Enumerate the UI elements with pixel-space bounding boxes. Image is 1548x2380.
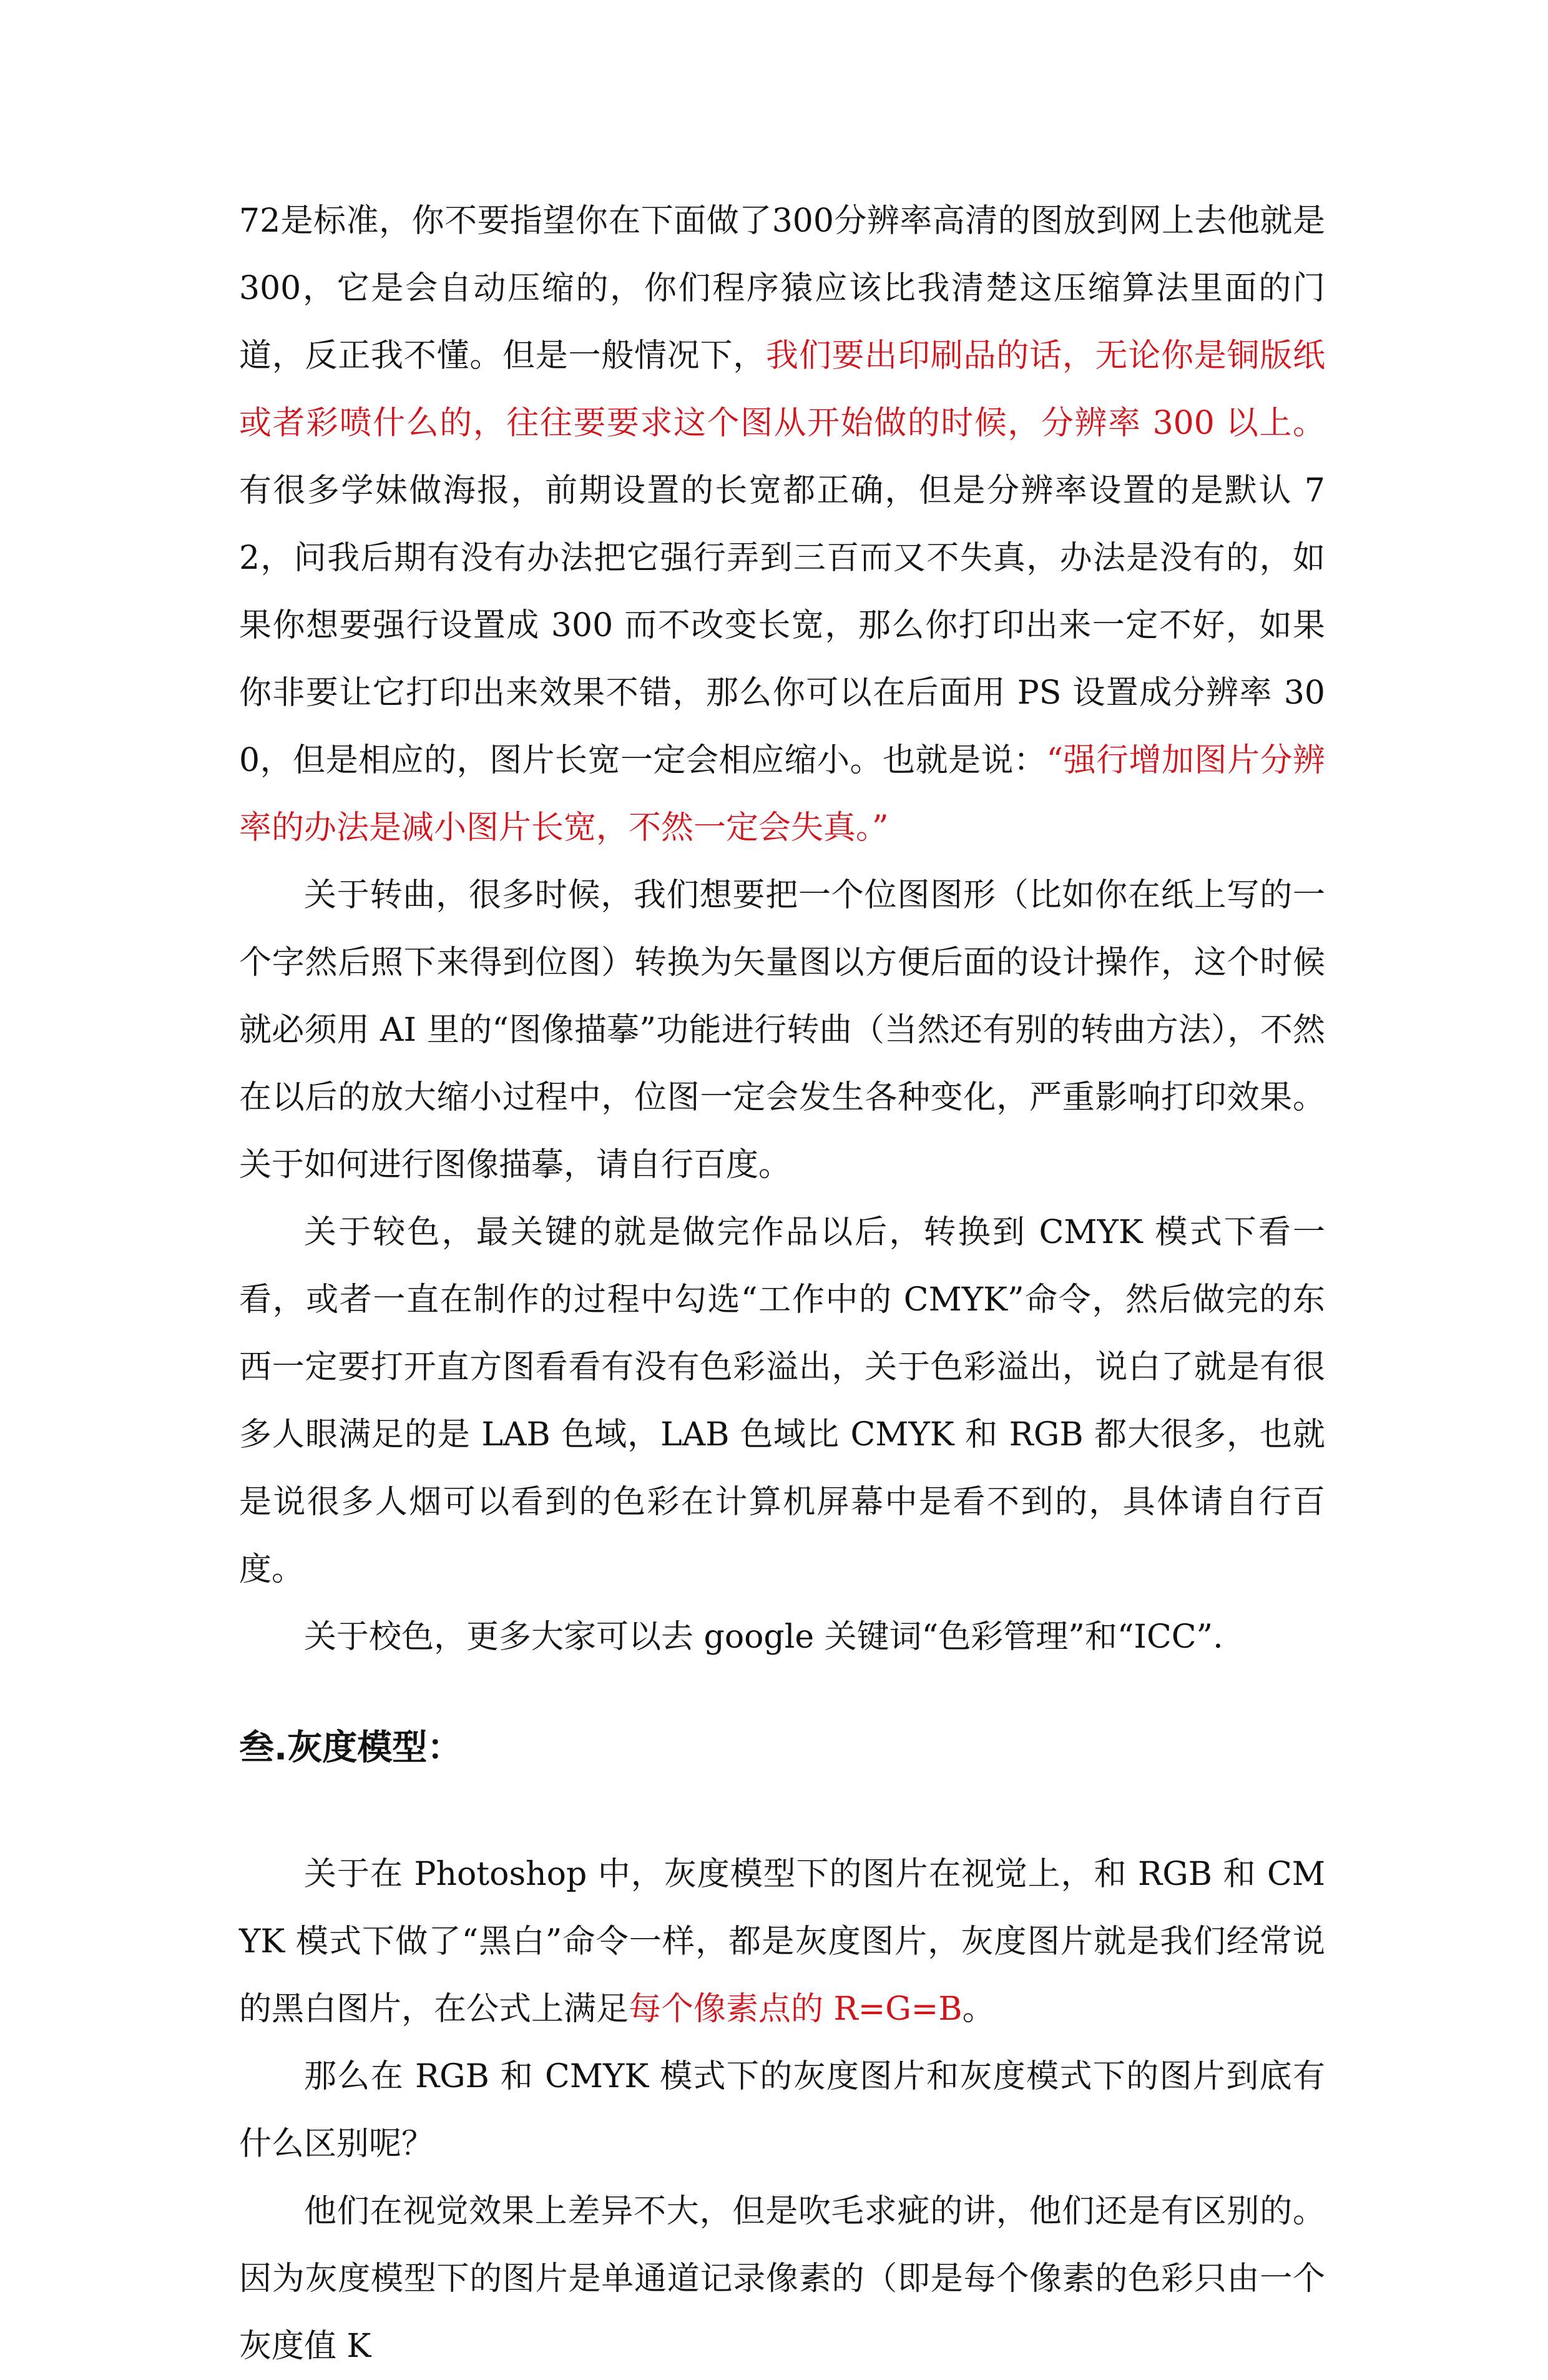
highlighted-text: 每个像素点的 R=G=B [629,1990,963,2028]
document-page [239,187,1325,2380]
paragraph-vectorize: 关于转曲，很多时候，我们想要把一个位图图形（比如你在纸上写的一个字然后照下来得到位图）转换为矢量图以方便后面的设计操作，这个时候就必须用 AI 里的“图像描摹”功能进行转曲（当然还有别的转曲方法），不然在以后的放大缩小过程中，位图一定会发生各种变化，严重影响打印效果。关于如何进行图像描摹，请自行百度。 [239,877,1325,1184]
text-run: 有很多学妹做海报，前期设置的长宽都正确，但是分辨率设置的是默认 72，问我后期有没有办法把它强行弄到三百而又不失真，办法是没有的，如果你想要强行设置成 300 而不改变长宽，那么你打印出来一定不好，如果你非要让它打印出来效果不错，那么你可以在后面用 PS 设置成分辨率 300，但是相应的，图片长宽一定会相应缩小。也就是说： [239,472,1325,779]
paragraph-color-check: 关于较色，最关键的就是做完作品以后，转换到 CMYK 模式下看一看，或者一直在制作的过程中勾选“工作中的 CMYK”命令，然后做完的东西一定要打开直方图看看有没有色彩溢出，关于色彩溢出，说白了就是有很多人眼满足的是 LAB 色域，LAB 色域比 CMYK 和 RGB 都大很多，也就是说很多人烟可以看到的色彩在计算机屏幕中是看不到的，具体请自行百度。 [239,1214,1325,1588]
paragraph-grayscale-intro [239,1841,1325,2043]
text-run: 72是标准，你不要指望你在下面做了300分辨率高清的图放到网上去他就是300，它是会自动压缩的，你们程序猿应该比我清楚这压缩算法里面的门道，反正我不懂。但是一般情况下， [239,202,1325,375]
section-heading-grayscale: 叁.灰度模型： [239,1728,463,1768]
paragraph-grayscale-difference: 他们在视觉效果上差异不大，但是吹毛求疵的讲，他们还是有区别的。因为灰度模型下的图片是单通道记录像素的（即是每个像素的色彩只由一个灰度值 K [239,2193,1325,2365]
paragraph-grayscale-question: 那么在 RGB 和 CMYK 模式下的灰度图片和灰度模式下的图片到底有什么区别呢？ [239,2058,1325,2163]
text-run: 关于在 Photoshop 中，灰度模型下的图片在视觉上，和 RGB 和 CMYK 模式下做了“黑白”命令一样，都是灰度图片，灰度图片就是我们经常说的黑白图片，在公式上满足 [239,1856,1325,2028]
paragraph-color-calibration: 关于校色，更多大家可以去 google 关键词“色彩管理”和“ICC”. [304,1618,1223,1656]
highlighted-quote: “强行增加图片分辨率的办法是减小图片长宽，不然一定会失真。” [239,742,1325,847]
text-run: 。 [962,1990,995,2028]
paragraph-resolution [239,187,1325,862]
highlighted-text: 我们要出印刷品的话，无论你是铜版纸或者彩喷什么的，往往要要求这个图从开始做的时候，分辨率 300 以上。 [239,337,1325,442]
